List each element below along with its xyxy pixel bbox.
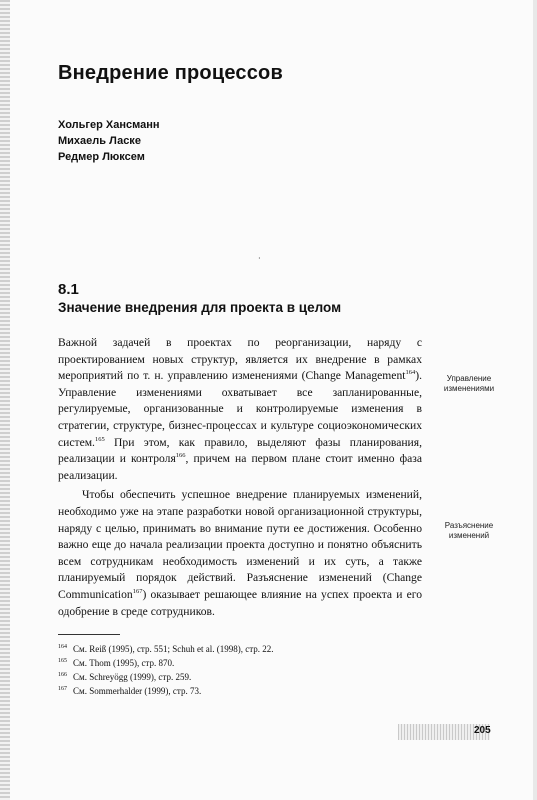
page-number: 205 [474, 725, 491, 736]
text-run: Чтобы обеспечить успешное внедрение планируемых изменений, необходимо уже на этапе разработки новой организационной структуры, наряду с целью, принимать во внимание пути ее достижения. Особенно важно еще до начала реализации проекта доступно и понятно объяснить всем сотрудникам необходимость изменений и их суть, а также планируемый порядок действий. Разъяснение изменений (Change Communication [58, 488, 422, 601]
footnote [58, 670, 274, 684]
author-name: Редмер Люксем [58, 151, 145, 163]
margin-note-change-communication: Разъяснение изменений [444, 521, 494, 540]
author-list [58, 117, 159, 165]
footnote [58, 684, 274, 698]
footnote-ref: 166 [175, 452, 186, 460]
text-run: ). Управление изменениями охватывает все запланированные, регулируемые, организованные и контролируемые изменения в стратегии, структуре, бизнес-процессах и культуре социоэкономических систем. [58, 369, 422, 449]
section-number: 8.1 [58, 281, 79, 298]
footnote-text: См. Thom (1995), стр. 870. [73, 658, 175, 668]
margin-note-change-management: Управление изменениями [443, 374, 495, 393]
scan-edge [0, 0, 10, 800]
body-text [58, 335, 422, 620]
footnote-text: См. Schreyögg (1999), стр. 259. [73, 672, 192, 682]
footnote-ref: 164 [405, 369, 416, 377]
scan-edge-right [533, 0, 537, 800]
footnote-text: См. Reiß (1995), стр. 551; Schuh et al. (1998), стр. 22. [73, 644, 274, 654]
footnote [58, 656, 274, 670]
footnote-text: См. Sommerhalder (1999), стр. 73. [73, 686, 202, 696]
text-run: Важной задачей в проектах по реорганизации, наряду с проектированием новых структур, является их внедрение в рамках мероприятий по т. н. управлению изменениями (Change Management [58, 336, 422, 383]
footnote-number: 164 [58, 644, 67, 650]
author-name: Михаель Ласке [58, 135, 141, 147]
text-run: , причем на первом плане стоит именно фаза реализации. [58, 452, 422, 482]
author-name: Хольгер Хансманн [58, 119, 160, 131]
footnote-number: 165 [58, 658, 67, 664]
footnote-number: 166 [58, 672, 67, 678]
footnote-ref: 165 [94, 435, 105, 443]
section-title: Значение внедрения для проекта в целом [58, 300, 342, 315]
footnote-divider [58, 634, 120, 635]
chapter-title: Внедрение процессов [58, 62, 283, 84]
footnote [58, 642, 274, 656]
paragraph [58, 335, 422, 484]
footnote-ref: 167 [132, 588, 143, 596]
footnotes [58, 642, 274, 698]
footnote-number: 167 [58, 686, 67, 692]
paragraph [58, 487, 422, 620]
text-run: При этом, как правило, выделяют фазы планирования, реализации и контроля [58, 435, 422, 466]
text-run: ) оказывает решающее влияние на успех проекта и его одобрение в среде сотрудников. [58, 587, 422, 618]
scan-speck: · [258, 254, 261, 263]
